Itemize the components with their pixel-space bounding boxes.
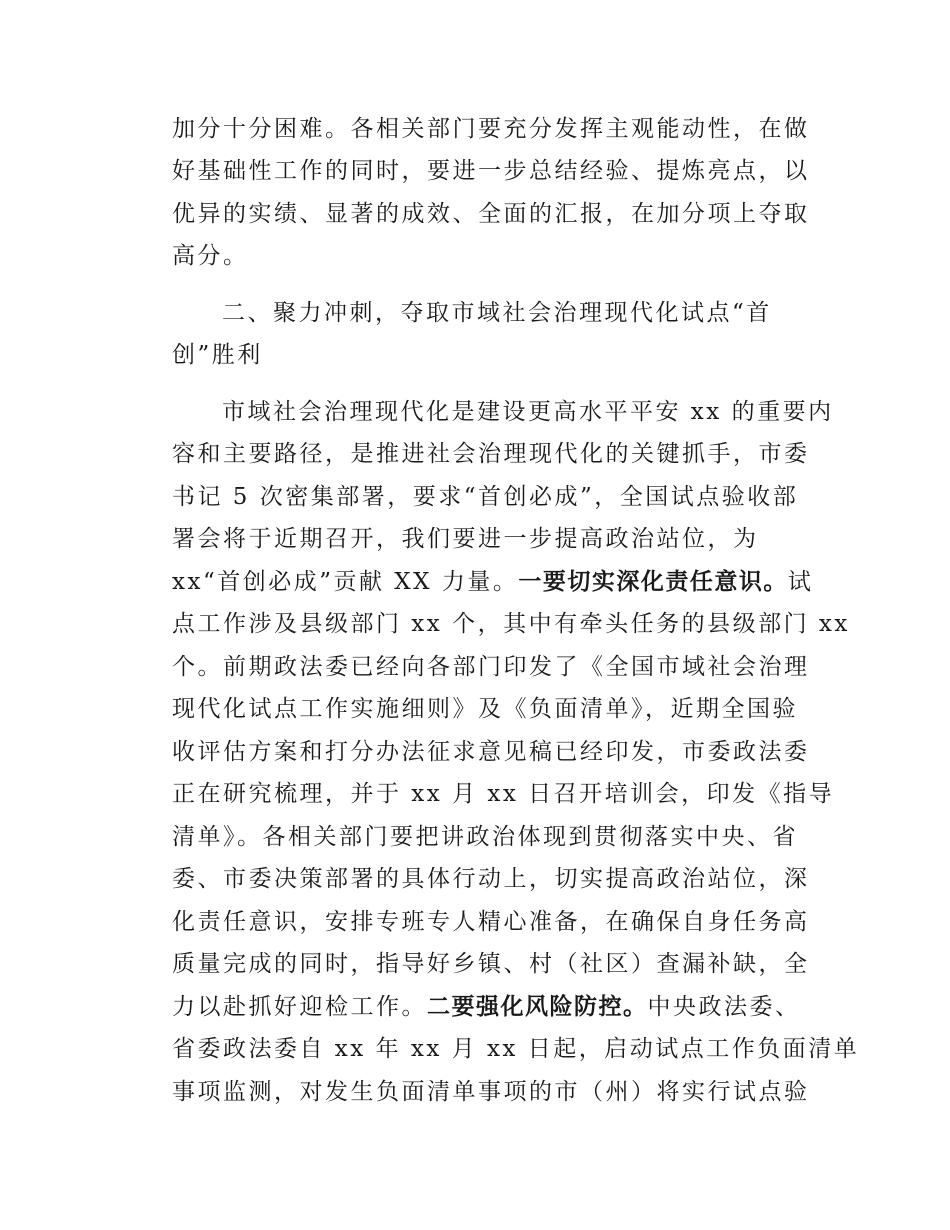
- paragraph-2-line-5-text: xx“首创必成”贡献 XX 力量。: [172, 569, 519, 595]
- section-heading-line-2: 创”胜利: [172, 342, 263, 368]
- paragraph-2-line-6: 点工作涉及县级部门 xx 个，其中有牵头任务的县级部门 xx: [172, 611, 850, 637]
- paragraph-2-line-5-tail: 试: [787, 569, 814, 595]
- paragraph-2-line-9: 收评估方案和打分办法征求意见稿已经印发，市委政法委: [172, 739, 810, 765]
- paragraph-2-line-16: 省委政法委自 xx 年 xx 月 xx 日起，启动试点工作负面清单: [172, 1036, 860, 1062]
- paragraph-2-line-14: 质量完成的同时，指导好乡镇、村（社区）查漏补缺，全: [172, 951, 810, 977]
- paragraph-2-line-11: 清单》。各相关部门要把讲政治体现到贯彻落实中央、省: [172, 824, 798, 850]
- section-heading-line-1: 二、聚力冲刺，夺取市域社会治理现代化试点“首: [222, 300, 772, 326]
- paragraph-2-line-15-text: 力以赴抓好迎检工作。: [172, 994, 427, 1020]
- paragraph-2-line-13: 化责任意识，安排专班专人精心准备，在确保自身任务高: [172, 909, 810, 935]
- paragraph-2-line-10: 正在研究梳理，并于 xx 月 xx 日召开培训会，印发《指导: [172, 781, 835, 807]
- emphasis-point-two: 二要强化风险防控。: [427, 994, 648, 1020]
- paragraph-2-line-15: [172, 992, 812, 1022]
- paragraph-1-line-4: 高分。: [172, 243, 249, 269]
- paragraph-2-line-4: 署会将于近期召开，我们要进一步提高政治站位，为: [172, 526, 759, 552]
- paragraph-2-line-8: 现代化试点工作实施细则》及《负面清单》，近期全国验: [172, 696, 798, 722]
- paragraph-1-line-2: 好基础性工作的同时，要进一步总结经验、提炼亮点，以: [172, 158, 810, 184]
- emphasis-point-one: 一要切实深化责任意识。: [518, 569, 788, 595]
- paragraph-2-line-1: 市域社会治理现代化是建设更高水平平安 xx 的重要内: [222, 399, 834, 425]
- paragraph-2-line-5: [172, 567, 812, 597]
- paragraph-1-line-3: 优异的实绩、显著的成效、全面的汇报，在加分项上夺取: [172, 201, 810, 227]
- paragraph-1-line-1: 加分十分困难。各相关部门要充分发挥主观能动性，在做: [172, 116, 810, 142]
- paragraph-2-line-2: 容和主要路径，是推进社会治理现代化的关键抓手，市委: [172, 441, 810, 467]
- paragraph-2-line-17: 事项监测，对发生负面清单事项的市（州）将实行试点验: [172, 1079, 810, 1105]
- paragraph-2-line-12: 委、市委决策部署的具体行动上，切实提高政治站位，深: [172, 866, 810, 892]
- paragraph-2-line-15-tail: 中央政法委、: [647, 994, 801, 1020]
- paragraph-2-line-3: 书记 5 次密集部署，要求“首创必成”，全国试点验收部: [172, 484, 799, 510]
- paragraph-2-line-7: 个。前期政法委已经向各部门印发了《全国市域社会治理: [172, 654, 810, 680]
